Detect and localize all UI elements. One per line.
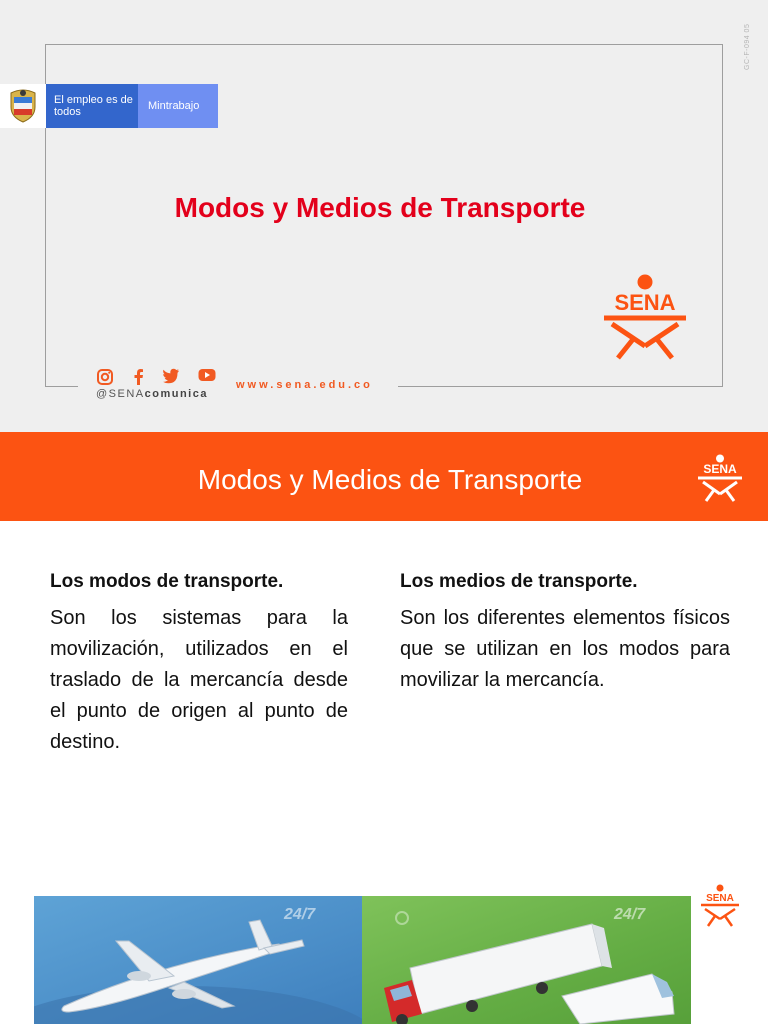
cover-title: Modos y Medios de Transporte — [174, 192, 586, 223]
sena-logo — [698, 884, 742, 928]
instagram-icon[interactable] — [96, 368, 114, 386]
availability-badge: 24/7 — [614, 906, 646, 923]
means-description: Son los diferentes elementos físicos que se utilizan en los modos para movilizar la mercancía. — [400, 607, 730, 691]
means-heading: Los medios de transporte. — [400, 571, 638, 592]
document-code: GC-F-094 05 — [744, 23, 751, 70]
website-link[interactable]: www.sena.edu.co — [236, 379, 373, 391]
content-slide — [0, 432, 768, 1024]
colombia-shield-icon — [0, 84, 46, 128]
sena-logo — [598, 274, 692, 360]
transport-images — [34, 896, 691, 1024]
twitter-icon[interactable] — [162, 368, 180, 386]
sena-logo — [695, 454, 745, 502]
availability-badge: 24/7 — [284, 906, 316, 923]
youtube-icon[interactable] — [198, 368, 216, 386]
government-banner — [0, 84, 218, 128]
ministry-label: Mintrabajo — [138, 84, 218, 128]
slide-title: Modos y Medios de Transporte — [197, 464, 583, 495]
means-column — [400, 566, 730, 696]
government-slogan: El empleo es de todos — [46, 84, 138, 128]
social-handle[interactable]: @SENAcomunica — [96, 388, 208, 400]
modes-column — [50, 566, 348, 758]
sena-logo-text: SENA — [614, 290, 676, 315]
airplane-image — [34, 896, 362, 1024]
cover-slide — [0, 0, 768, 432]
social-icons — [96, 368, 216, 386]
modes-heading: Los modos de transporte. — [50, 571, 284, 592]
sena-logo-text: SENA — [706, 893, 734, 904]
facebook-icon[interactable] — [132, 368, 144, 386]
header-band — [0, 432, 768, 521]
truck-image — [362, 896, 691, 1024]
sena-logo-text: SENA — [703, 462, 737, 476]
modes-description: Son los sistemas para la movilización, utilizados en el traslado de la mercancía desde el punto de origen al punto de destino. — [50, 607, 348, 753]
